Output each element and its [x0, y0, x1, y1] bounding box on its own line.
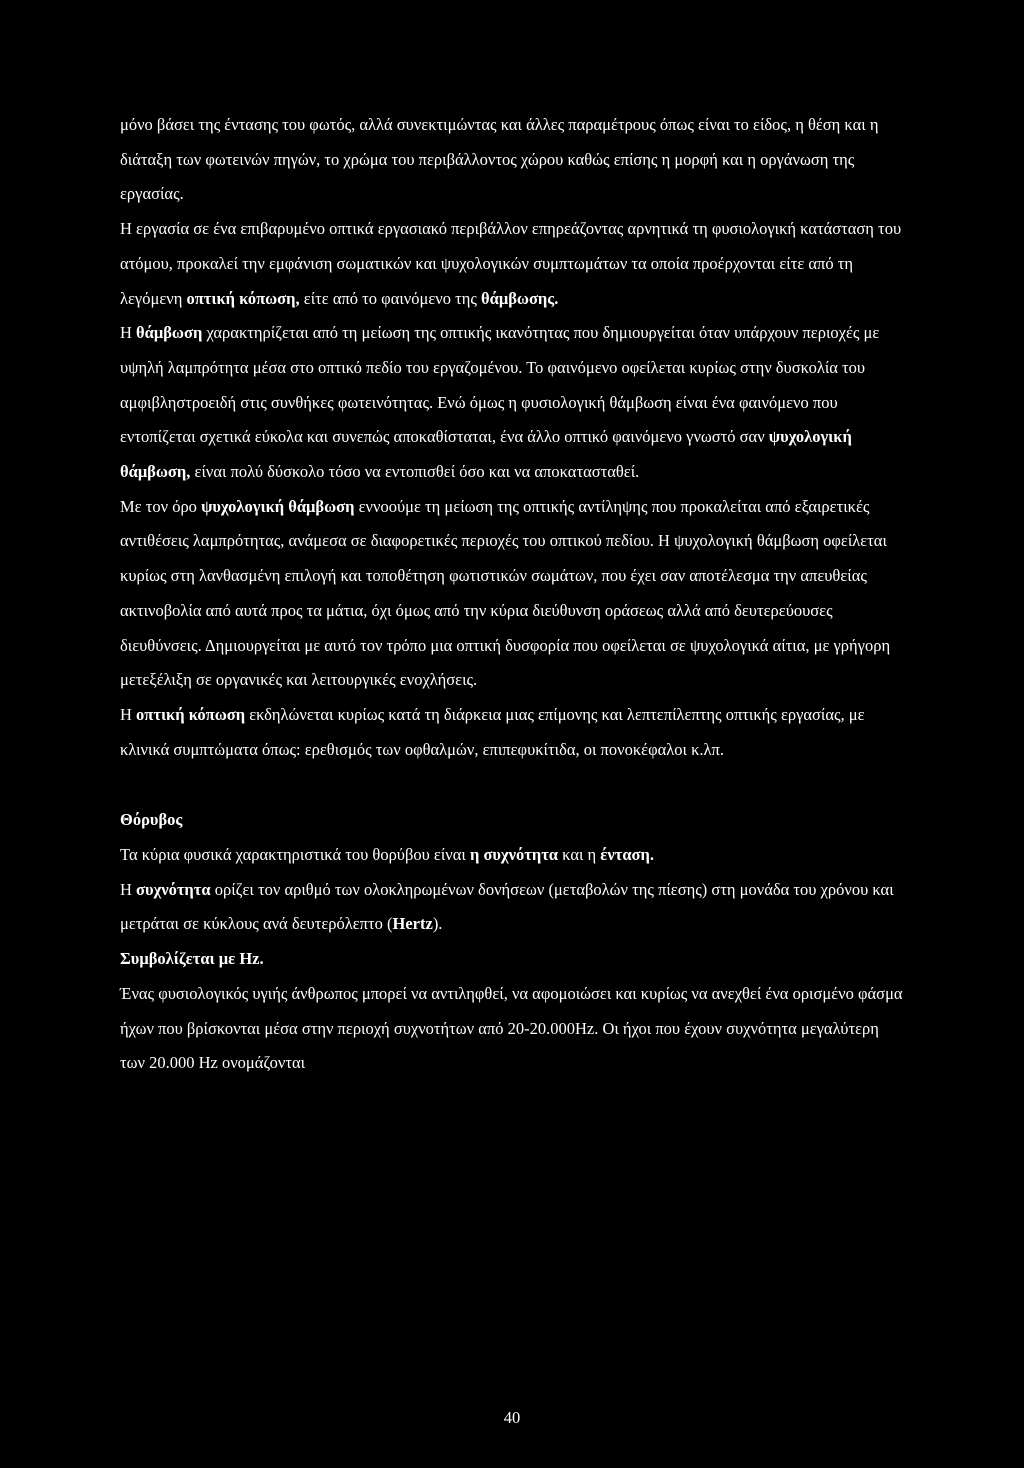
paragraph-text: και η [558, 845, 601, 865]
page-number: 40 [503, 1408, 521, 1427]
paragraph-frequency-definition [120, 873, 905, 942]
term-visual-fatigue: οπτική κόπωση [136, 704, 246, 724]
paragraph-text: Η [120, 323, 137, 343]
paragraph-text: εκδηλώνεται κυρίως κατά τη διάρκεια μιας επίμονης και λεπτεπίλεπτης οπτικής εργασίας, με κλινικά συμπτώματα όπως: ερεθισμός των οφθαλμών, επιπεφυκίτιδα, οι πονοκέφαλοι κ.λπ. [120, 704, 865, 759]
paragraph-text: ). [432, 914, 443, 934]
paragraph-noise-characteristics [120, 838, 905, 873]
paragraph-hearing-range [120, 977, 905, 1081]
paragraph-visual-environment [120, 212, 905, 316]
paragraph-text: Τα κύρια φυσικά χαρακτηριστικά του θορύβου είναι [120, 845, 470, 865]
paragraph-psychological-glare [120, 490, 905, 698]
paragraph-text: Η [120, 704, 137, 724]
paragraph-text: ορίζει τον αριθμό των ολοκληρωμένων δονήσεων (μεταβολών της πίεσης) στη μονάδα του χρόνου και μετράται σε κύκλους ανά δευτερόλεπτο ( [120, 879, 894, 934]
paragraph-text: είναι πολύ δύσκολο τόσο να εντοπισθεί όσο και να αποκατασταθεί. [190, 462, 640, 482]
paragraph-text: Ένας φυσιολογικός υγιής άνθρωπος μπορεί να αντιληφθεί, να αφομοιώσει και κυρίως να ανεχθεί ένα ορισμένο φάσμα ήχων που βρίσκονται μέσα στην περιοχή συχνοτήτων από 20-20.000Hz. Οι ήχοι που έχουν συχνότητα μεγαλύτερη των 20.000 Hz ονομάζονται [120, 983, 903, 1073]
paragraph-text: Η [120, 879, 137, 899]
term-visual-fatigue: οπτική κόπωση, [186, 288, 300, 308]
paragraph-lighting-parameters [120, 108, 905, 212]
paragraph-visual-fatigue [120, 698, 905, 767]
term-frequency: συχνότητα [136, 879, 211, 899]
paragraph-text: χαρακτηρίζεται από τη μείωση της οπτικής ικανότητας που δημιουργείται όταν υπάρχουν περιοχές με υψηλή λαμπρότητα μέσα στο οπτικό πεδίο του εργαζομένου. Το φαινόμενο οφείλεται κυρίως στην δυσκολία του αμφιβληστροειδή στις συνθήκες φωτεινότητας. Ενώ όμως η φυσιολογική θάμβωση είναι ένα φαινόμενο που εντοπίζεται σχετικά εύκολα και συνεπώς αποκαθίσταται, ένα άλλο οπτικό φαινόμενο γνωστό σαν [120, 323, 880, 447]
paragraph-text: μόνο βάσει της έντασης του φωτός, αλλά συνεκτιμώντας και άλλες παραμέτρους όπως είναι το είδος, η θέση και η διάταξη των φωτεινών πηγών, το χρώμα του περιβάλλοντος χώρου καθώς επίσης η μορφή και η οργάνωση της εργασίας. [120, 115, 879, 204]
term-frequency: η συχνότητα [469, 845, 559, 865]
term-psychological-glare: ψυχολογική θάμβωση [201, 496, 355, 516]
paragraph-text: είτε από το φαινόμενο της [299, 288, 482, 308]
term-hertz: Hertz [392, 914, 433, 934]
section-spacer [120, 767, 905, 803]
term-glare: θάμβωση [136, 323, 203, 343]
term-psychological-glare: ψυχολογική θάμβωση, [120, 427, 852, 482]
paragraph-text: Η εργασία σε ένα επιβαρυμένο οπτικά εργασιακό περιβάλλον επηρεάζοντας αρνητικά τη φυσιολογική κατάσταση του ατόμου, προκαλεί την εμφάνιση σωματικών και ψυχολογικών συμπτωμάτων τα οποία προέρχονται είτε από τη λεγόμενη [120, 219, 902, 308]
term-glare: θάμβωσης. [481, 288, 559, 308]
paragraph-text: εννοούμε τη μείωση της οπτικής αντίληψης που προκαλείται από εξαιρετικές αντιθέσεις λαμπρότητας, ανάμεσα σε διαφορετικές περιοχές του οπτικού πεδίου. Η ψυχολογική θάμβωση οφείλεται κυρίως στη λανθασμένη επιλογή και τοποθέτηση φωτιστικών σωμάτων, που έχει σαν αποτέλεσμα την απευθείας ακτινοβολία από αυτά προς τα μάτια, όχι όμως από την κύρια διεύθυνση οράσεως αλλά από δευτερεύουσες διευθύνσεις. Δημιουργείται με αυτό τον τρόπο μια οπτική δυσφορία που οφείλεται σε ψυχολογικά αίτια, με γρήγορη μετεξέλιξη σε οργανικές και λειτουργικές ενοχλήσεις. [120, 496, 891, 690]
document-body [120, 108, 905, 1081]
term-intensity: ένταση. [600, 845, 655, 865]
term-symbol-hz: Συμβολίζεται με Hz. [120, 949, 264, 969]
paragraph-text: Με τον όρο [120, 496, 202, 516]
section-heading-noise: Θόρυβος [120, 810, 183, 830]
paragraph-glare-definition [120, 316, 905, 490]
paragraph-symbol [120, 942, 905, 977]
